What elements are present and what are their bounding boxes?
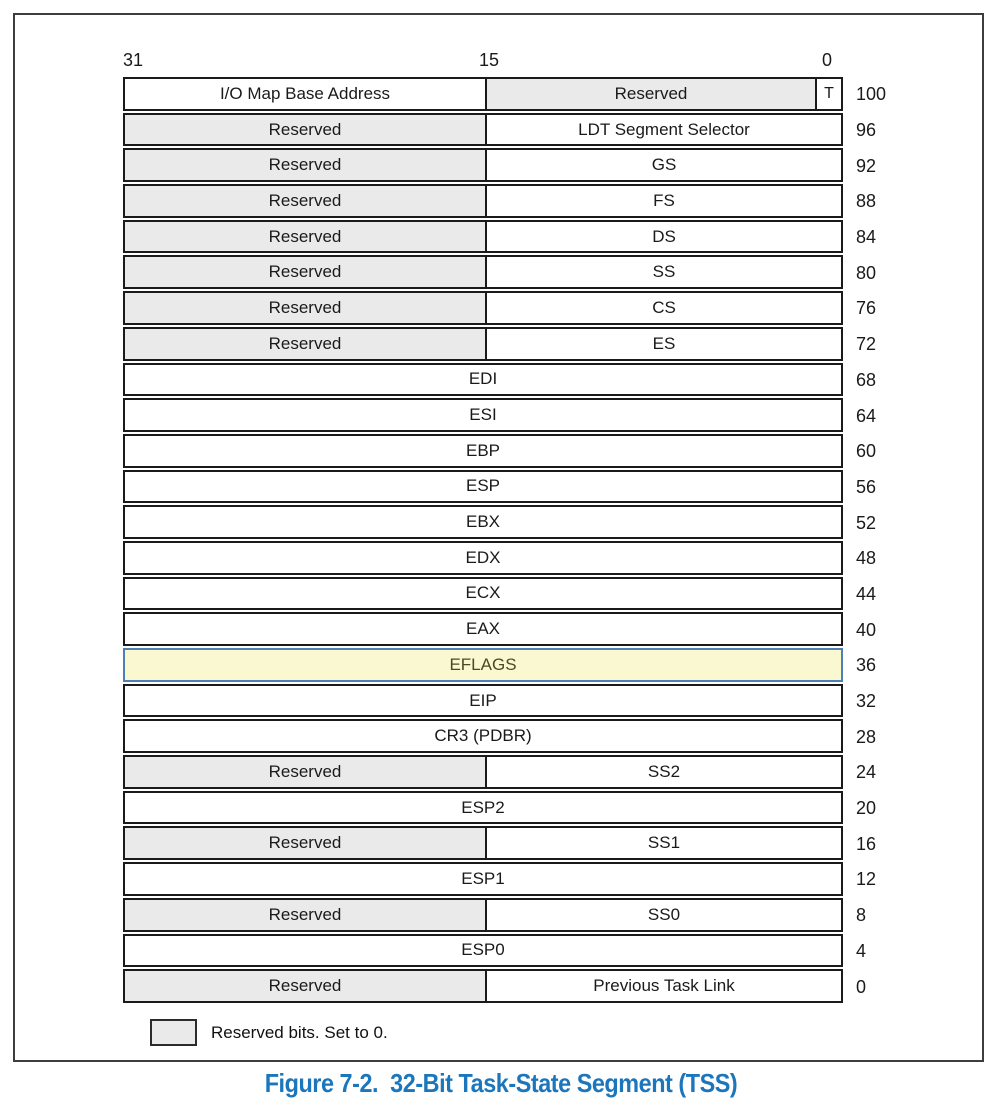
- byte-offset-4: 4: [856, 940, 867, 961]
- field-es: ES: [652, 333, 676, 353]
- field-fs: FS: [653, 190, 675, 210]
- byte-offset-64: 64: [856, 405, 877, 426]
- field-reserved: Reserved: [125, 150, 487, 180]
- byte-offset-0: 0: [856, 976, 867, 997]
- field-ss0: SS0: [647, 904, 681, 924]
- tss-row-offset-32: [123, 684, 843, 718]
- tss-row-offset-40: [123, 612, 843, 646]
- field-t: T: [815, 79, 841, 109]
- figure-caption: Figure 7-2. 32-Bit Task-State Segment (TSS): [264, 1068, 738, 1098]
- byte-offset-76: 76: [856, 298, 877, 319]
- field-ds: DS: [652, 226, 676, 246]
- byte-offset-72: 72: [856, 334, 877, 355]
- byte-offset-24: 24: [856, 762, 877, 783]
- tss-row-offset-48: [123, 541, 843, 575]
- field-gs: GS: [651, 155, 677, 175]
- tss-table: [123, 77, 843, 1003]
- field-ss1: SS1: [647, 833, 681, 853]
- field-eflags: EFLAGS: [449, 654, 517, 674]
- tss-row-offset-8: [123, 898, 843, 932]
- byte-offset-52: 52: [856, 512, 877, 533]
- tss-row-offset-0: [123, 969, 843, 1003]
- field-esp0: ESP0: [461, 940, 505, 960]
- field-reserved: Reserved: [125, 971, 487, 1001]
- tss-row-offset-100: [123, 77, 843, 111]
- tss-row-offset-16: [123, 826, 843, 860]
- field-reserved: Reserved: [125, 757, 487, 787]
- field-esp2: ESP2: [461, 797, 505, 817]
- byte-offset-28: 28: [856, 726, 877, 747]
- field-ebx: EBX: [465, 512, 501, 532]
- tss-row-offset-52: [123, 505, 843, 539]
- tss-row-offset-60: [123, 434, 843, 468]
- tss-row-offset-20: [123, 791, 843, 825]
- byte-offset-44: 44: [856, 583, 877, 604]
- byte-offset-16: 16: [856, 833, 877, 854]
- bit-label-0: 0: [821, 50, 832, 70]
- tss-row-offset-56: [123, 470, 843, 504]
- field-edx: EDX: [465, 547, 501, 567]
- field-ldt-segment-selector: LDT Segment Selector: [578, 119, 750, 139]
- field-eip: EIP: [469, 690, 497, 710]
- field-eax: EAX: [465, 619, 501, 639]
- tss-row-offset-24: [123, 755, 843, 789]
- field-ebp: EBP: [465, 440, 501, 460]
- field-esp: ESP: [465, 476, 501, 496]
- field-reserved: Reserved: [125, 828, 487, 858]
- field-cs: CS: [652, 297, 676, 317]
- tss-row-offset-80: [123, 255, 843, 289]
- field-ecx: ECX: [465, 583, 501, 603]
- byte-offset-40: 40: [856, 619, 877, 640]
- byte-offset-100: 100: [856, 84, 887, 105]
- byte-offset-84: 84: [856, 227, 877, 248]
- tss-row-offset-84: [123, 220, 843, 254]
- bit-label-15: 15: [478, 50, 500, 70]
- tss-row-offset-44: [123, 577, 843, 611]
- tss-row-offset-76: [123, 291, 843, 325]
- byte-offset-12: 12: [856, 869, 877, 890]
- byte-offset-32: 32: [856, 691, 877, 712]
- byte-offset-96: 96: [856, 120, 877, 141]
- field-reserved: Reserved: [125, 900, 487, 930]
- field-reserved: Reserved: [125, 257, 487, 287]
- bit-label-31: 31: [123, 50, 144, 70]
- field-previous-task-link: Previous Task Link: [593, 976, 735, 996]
- field-esp1: ESP1: [461, 868, 505, 888]
- field-esi: ESI: [469, 405, 497, 425]
- tss-row-offset-96: [123, 113, 843, 147]
- tss-row-offset-36: [123, 648, 843, 682]
- tss-row-offset-4: [123, 934, 843, 968]
- reserved-swatch: [150, 1019, 197, 1046]
- byte-offset-92: 92: [856, 155, 877, 176]
- tss-row-offset-68: [123, 363, 843, 397]
- byte-offset-56: 56: [856, 476, 877, 497]
- byte-offset-48: 48: [856, 548, 877, 569]
- tss-row-offset-72: [123, 327, 843, 361]
- tss-row-offset-12: [123, 862, 843, 896]
- field-ss2: SS2: [647, 761, 681, 781]
- byte-offset-20: 20: [856, 798, 877, 819]
- field-reserved: Reserved: [125, 293, 487, 323]
- tss-row-offset-92: [123, 148, 843, 182]
- byte-offsets-column: [856, 77, 916, 1005]
- byte-offset-60: 60: [856, 441, 877, 462]
- byte-offset-68: 68: [856, 369, 877, 390]
- field-reserved: Reserved: [125, 115, 487, 145]
- field-cr3-pdbr: CR3 (PDBR): [434, 726, 532, 746]
- tss-row-offset-28: [123, 719, 843, 753]
- tss-row-offset-88: [123, 184, 843, 218]
- field-edi: EDI: [468, 369, 498, 389]
- byte-offset-88: 88: [856, 191, 877, 212]
- field-reserved: Reserved: [125, 222, 487, 252]
- byte-offset-80: 80: [856, 262, 877, 283]
- field-reserved: Reserved: [487, 79, 815, 109]
- field-reserved: Reserved: [125, 329, 487, 359]
- byte-offset-36: 36: [856, 655, 877, 676]
- tss-row-offset-64: [123, 398, 843, 432]
- field-ss: SS: [652, 262, 676, 282]
- byte-offset-8: 8: [856, 905, 867, 926]
- field-reserved: Reserved: [125, 186, 487, 216]
- legend: [150, 1019, 388, 1046]
- field-i-o-map-base-address: I/O Map Base Address: [125, 79, 487, 109]
- legend-label: Reserved bits. Set to 0.: [211, 1022, 388, 1042]
